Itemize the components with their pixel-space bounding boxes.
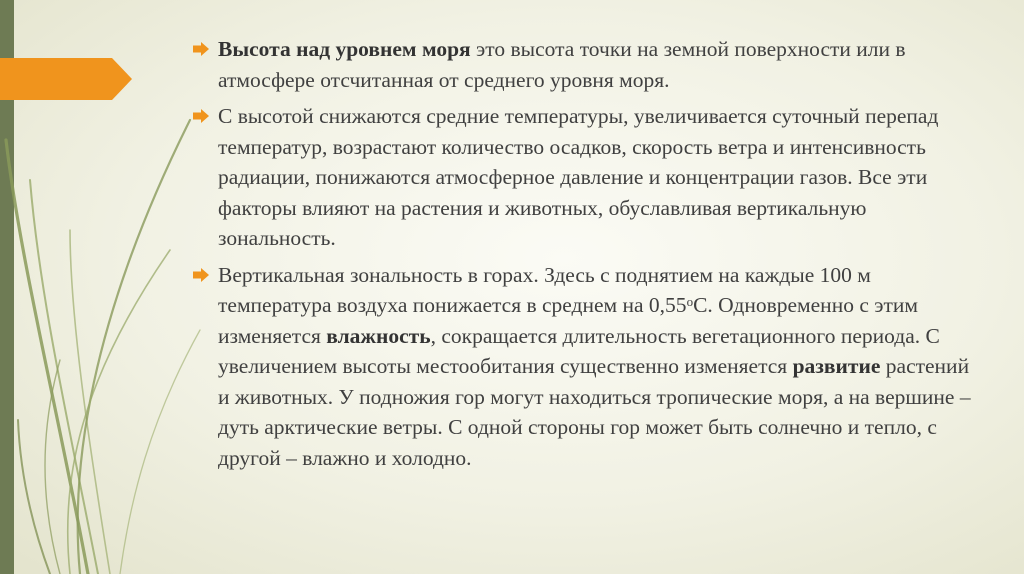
paragraph-text: Вертикальная зональность в горах. Здесь с поднятием на каждые 100 м температура воздуха понижается в среднем на 0,55 <box>218 262 871 317</box>
degree-superscript: о <box>686 294 694 309</box>
paragraph-vertical-zonality <box>190 260 980 474</box>
arrow-right-icon <box>192 41 210 57</box>
orange-accent-tab <box>0 58 132 100</box>
paragraph-altitude-definition <box>190 34 980 95</box>
paragraph-altitude-effects <box>190 101 980 254</box>
paragraph-text: растений и животных. У подножия гор могут находиться тропические моря, а на вершине – дуть арктические ветры. С одной стороны гор может быть солнечно и тепло, с другой – влажно и холодно. <box>218 354 971 470</box>
arrow-right-icon <box>192 267 210 283</box>
slide-content <box>190 34 980 479</box>
term-altitude: Высота над уровнем моря <box>218 37 471 61</box>
arrow-right-icon <box>192 108 210 124</box>
paragraph-text: С высотой снижаются средние температуры, увеличивается суточный перепад температур, возрастают количество осадков, скорость ветра и интенсивность радиации, понижаются атмосферное давление и концентрации газов. Все эти факторы влияют на растения и животных, обуславливая вертикальную зональность. <box>218 104 939 250</box>
paragraph-text: , сокращается длительность вегетационного периода. С увеличением высоты местообитания существенно изменяется <box>218 323 940 378</box>
term-humidity: влажность <box>326 323 431 348</box>
term-development: развитие <box>792 354 881 378</box>
paragraph-text: С. Одновременно с этим изменяется <box>218 293 918 348</box>
paragraph-text: это высота точки на земной поверхности или в атмосфере отсчитанная от среднего уровня моря. <box>218 37 906 92</box>
